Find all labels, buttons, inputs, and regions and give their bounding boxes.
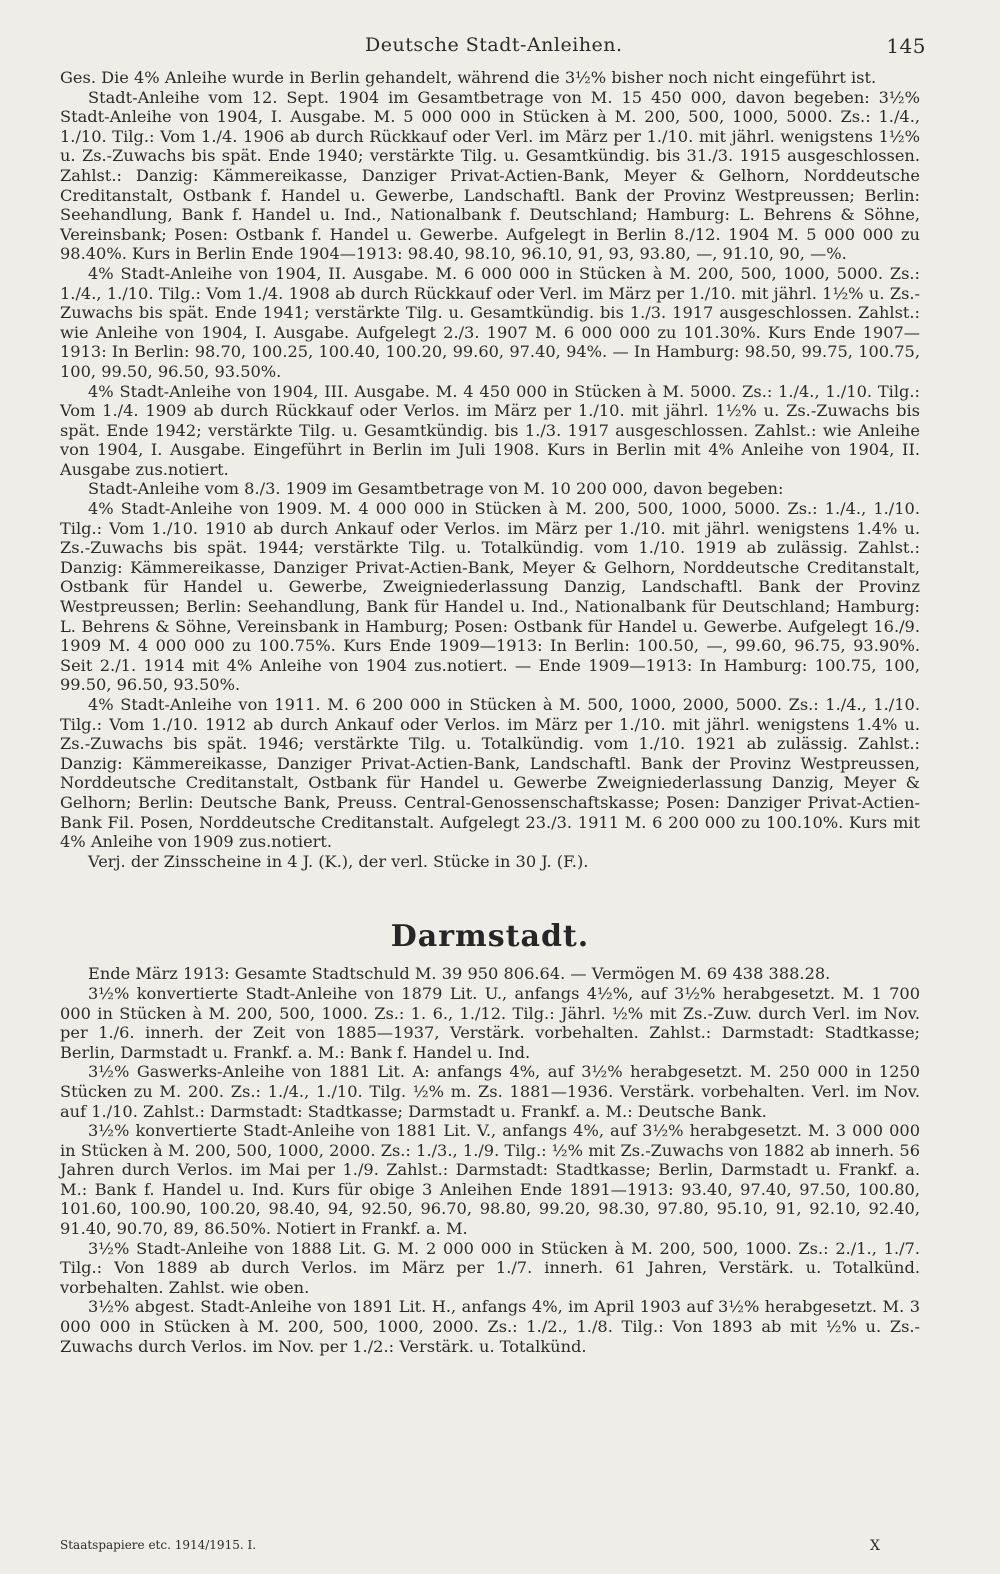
paragraph: 4% Stadt-Anleihe von 1904, III. Ausgabe. M. 4 450 000 in Stücken à M. 5000. Zs.: 1./4., 1./10. Tilg.: Vom 1./4. 1909 ab durch Rückkauf oder Verlos. im März per 1./10. mit jährl. 1½% u. Zs.-Zuwachs bis spät. Ende 1942; verstärkte Tilg. u. Gesamtkündig. bis 1./3. 1917 ausgeschlossen. Zahlst.: wie Anleihe von 1904, I. Ausgabe. Eingeführt in Berlin im Juli 1908. Kurs in Berlin mit 4% Anleihe von 1904, II. Ausgabe zus.notiert. bbox=[60, 381, 920, 479]
paragraph: 4% Stadt-Anleihe von 1911. M. 6 200 000 in Stücken à M. 500, 1000, 2000, 5000. Zs.: 1./4., 1./10. Tilg.: Vom 1./10. 1912 ab durch Ankauf oder Verlos. im März per 1./10. mit jährl. wenigstens 1.4% u. Zs.-Zuwachs bis spät. 1946; verstärkte Tilg. u. Totalkündig. vom 1./10. 1921 ab zulässig. Zahlst.: Danzig: Kämmereikasse, Danziger Privat-Actien-Bank, Landschaftl. Bank der Provinz Westpreussen, Norddeutsche Creditanstalt, Ostbank für Handel u. Gewerbe Zweigniederlassung Danzig, Meyer & Gelhorn; Berlin: Deutsche Bank, Preuss. Central-Genossenschaftskasse; Posen: Danziger Privat-Actien-Bank Fil. Posen, Norddeutsche Creditanstalt. Aufgelegt 23./3. 1911 M. 6 200 000 zu 100.10%. Kurs mit 4% Anleihe von 1909 zus.notiert. bbox=[60, 695, 920, 852]
running-title: Deutsche Stadt-Anleihen. bbox=[365, 34, 623, 56]
paragraph: Stadt-Anleihe vom 12. Sept. 1904 im Gesamtbetrage von M. 15 450 000, davon begeben: 3½% Stadt-Anleihe von 1904, I. Ausgabe. M. 5 000 000 in Stücken à M. 200, 500, 1000, 5000. Zs.: 1./4., 1./10. Tilg.: Vom 1./4. 1906 ab durch Rückkauf oder Verl. im März per 1./10. mit jährl. wenigstens 1½% u. Zs.-Zuwachs bis spät. Ende 1940; verstärkte Tilg. u. Gesamtkündig. bis 31./3. 1915 ausgeschlossen. Zahlst.: Danzig: Kämmereikasse, Danziger Privat-Actien-Bank, Meyer & Gelhorn, Norddeutsche Creditanstalt, Ostbank f. Handel u. Gewerbe, Landschaftl. Bank der Provinz Westpreussen; Berlin: Seehandlung, Bank f. Handel u. Ind., Nationalbank f. Deutschland; Hamburg: L. Behrens & Söhne, Vereinsbank; Posen: Ostbank f. Handel u. Gewerbe. Aufgelegt in Berlin 8./12. 1904 M. 5 000 000 zu 98.40%. Kurs in Berlin Ende 1904—1913: 98.40, 98.10, 96.10, 91, 93, 93.80, —, 91.10, 90, —%. bbox=[60, 87, 920, 264]
body-text-darmstadt bbox=[60, 964, 920, 1356]
page-footer bbox=[60, 1538, 920, 1552]
page-number: 145 bbox=[886, 34, 926, 58]
paragraph: Verj. der Zinsscheine in 4 J. (K.), der verl. Stücke in 30 J. (F.). bbox=[88, 851, 589, 871]
paragraph: Stadt-Anleihe vom 8./3. 1909 im Gesamtbetrage von M. 10 200 000, davon begeben: bbox=[88, 479, 784, 499]
paragraph: Ges. Die 4% Anleihe wurde in Berlin gehandelt, während die 3½% bisher noch nicht eingeführt ist. bbox=[60, 68, 877, 87]
paragraph: 3½% abgest. Stadt-Anleihe von 1891 Lit. H., anfangs 4%, im April 1903 auf 3½% herabgesetzt. M. 3 000 000 in Stücken à M. 200, 500, 1000, 2000. Zs.: 1./2., 1./8. Tilg.: Von 1893 ab mit ½% u. Zs.-Zuwachs durch Verlos. im Nov. per 1./2.: Verstärk. u. Totalkünd. bbox=[60, 1297, 920, 1356]
body-text-top bbox=[60, 68, 920, 871]
paragraph: 3½% Stadt-Anleihe von 1888 Lit. G. M. 2 000 000 in Stücken à M. 200, 500, 1000. Zs.: 2./1., 1./7. Tilg.: Von 1889 ab durch Verlos. im März per 1./7. innerh. 61 Jahren, Verstärk. u. Totalkünd. vorbehalten. Zahlst. wie oben. bbox=[60, 1238, 920, 1297]
paragraph: 4% Stadt-Anleihe von 1909. M. 4 000 000 in Stücken à M. 200, 500, 1000, 5000. Zs.: 1./4., 1./10. Tilg.: Vom 1./10. 1910 ab durch Ankauf oder Verlos. im März per 1./10. mit jährl. wenigstens 1.4% u. Zs.-Zuwachs bis spät. 1944; verstärkte Tilg. u. Totalkündig. vom 1./10. 1919 ab zulässig. Zahlst.: Danzig: Kämmereikasse, Danziger Privat-Actien-Bank, Meyer & Gelhorn, Norddeutsche Creditanstalt, Ostbank für Handel u. Gewerbe, Zweigniederlassung Danzig, Landschaftl. Bank der Provinz Westpreussen; Berlin: Seehandlung, Bank für Handel u. Ind., Nationalbank für Deutschland; Hamburg: L. Behrens & Söhne, Vereinsbank in Hamburg; Posen: Ostbank für Handel u. Gewerbe. Aufgelegt 16./9. 1909 M. 4 000 000 zu 100.75%. Kurs Ende 1909—1913: In Berlin: 100.50, —, 99.60, 96.75, 93.90%. Seit 2./1. 1914 mit 4% Anleihe von 1904 zus.notiert. — Ende 1909—1913: In Hamburg: 100.75, 100, 99.50, 96.50, 93.50%. bbox=[60, 499, 920, 695]
paragraph: 3½% konvertierte Stadt-Anleihe von 1879 Lit. U., anfangs 4½%, auf 3½% herabgesetzt. M. 1 700 000 in Stücken à M. 200, 500, 1000. Zs.: 1. 6., 1./12. Tilg.: Jährl. ½% mit Zs.-Zuw. durch Verl. im Nov. per 1./6. innerh. der Zeit von 1885—1937, Verstärk. vorbehalten. Zahlst.: Darmstadt: Stadtkasse; Berlin, Darmstadt u. Frankf. a. M.: Bank f. Handel u. Ind. bbox=[60, 983, 920, 1062]
paragraph: 4% Stadt-Anleihe von 1904, II. Ausgabe. M. 6 000 000 in Stücken à M. 200, 500, 1000, 5000. Zs.: 1./4., 1./10. Tilg.: Vom 1./4. 1908 ab durch Rückkauf oder Verl. im März per 1./10. mit jährl. 1½% u. Zs.-Zuwachs bis spät. Ende 1941; verstärkte Tilg. u. Gesamtkündig. bis 1./3. 1917 ausgeschlossen. Zahlst.: wie Anleihe von 1904, I. Ausgabe. Aufgelegt 2./3. 1907 M. 6 000 000 zu 101.30%. Kurs Ende 1907—1913: In Berlin: 98.70, 100.25, 100.40, 100.20, 99.60, 97.40, 94%. — In Hamburg: 98.50, 99.75, 100.75, 100, 99.50, 96.50, 93.50%. bbox=[60, 263, 920, 381]
paragraph: Ende März 1913: Gesamte Stadtschuld M. 39 950 806.64. — Vermögen M. 69 438 388.28. bbox=[88, 964, 831, 984]
paragraph: 3½% konvertierte Stadt-Anleihe von 1881 Lit. V., anfangs 4%, auf 3½% herabgesetzt. M. 3 000 000 in Stücken à M. 200, 500, 1000, 2000. Zs.: 1./3., 1./9. Tilg.: ½% mit Zs.-Zuwachs von 1882 ab innerh. 56 Jahren durch Verlos. im Mai per 1./9. Zahlst.: Darmstadt: Stadtkasse; Berlin, Darmstadt u. Frankf. a. M.: Bank f. Handel u. Ind. Kurs für obige 3 Anleihen Ende 1891—1913: 93.40, 97.40, 97.50, 100.80, 101.60, 100.90, 100.20, 98.40, 94, 92.50, 96.70, 98.80, 99.20, 98.30, 97.80, 95.10, 91, 92.10, 92.40, 91.40, 90.70, 89, 86.50%. Notiert in Frankf. a. M. bbox=[60, 1121, 920, 1239]
section-heading-darmstadt: Darmstadt. bbox=[390, 919, 590, 955]
running-header bbox=[60, 34, 926, 68]
paragraph: 3½% Gaswerks-Anleihe von 1881 Lit. A: anfangs 4%, auf 3½% herabgesetzt. M. 250 000 in 1250 Stücken zu M. 200. Zs.: 1./4., 1./10. Tilg. ½% m. Zs. 1881—1936. Verstärk. vorbehalten. Verl. im Nov. auf 1./10. Zahlst.: Darmstadt: Stadtkasse; Darmstadt u. Frankf. a. M.: Deutsche Bank. bbox=[60, 1062, 920, 1121]
footer-source: Staatspapiere etc. 1914/1915. I. bbox=[60, 1538, 257, 1552]
footer-signature: X bbox=[870, 1538, 880, 1554]
